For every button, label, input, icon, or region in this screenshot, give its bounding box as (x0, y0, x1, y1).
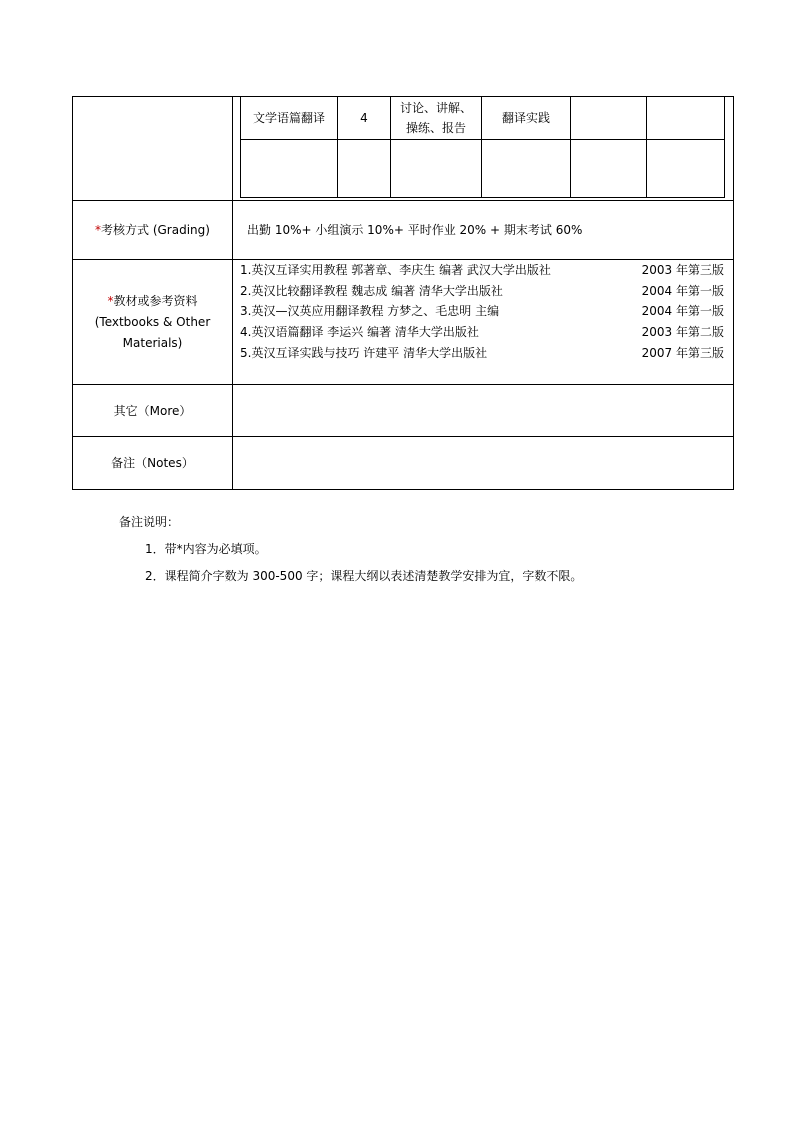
notes-value (233, 437, 733, 489)
textbooks-label-en: (Textbooks & Other Materials) (94, 314, 211, 350)
textbook-item (240, 343, 724, 364)
grading-label-text: 考核方式 (Grading) (101, 223, 210, 237)
required-mark: * (107, 293, 114, 308)
more-label: 其它（More） (113, 403, 192, 418)
remark-item: 1．带*内容为必填项。 (145, 542, 267, 556)
textbook-edition: 2004 年第一版 (641, 304, 724, 318)
textbook-edition: 2003 年第二版 (641, 325, 724, 339)
notes-label: 备注（Notes） (111, 456, 194, 470)
inner-column-divider (724, 96, 725, 198)
inner-row-divider (240, 197, 725, 198)
grading-value: 出勤 10%+ 小组演示 10%+ 平时作业 20% + 期末考试 60% (247, 223, 583, 237)
textbook-title: 2.英汉比较翻译教程 魏志成 编著 清华大学出版社 (240, 284, 503, 298)
schedule-method: 讨论、讲解、操练、报告 (399, 101, 472, 135)
remark-item: 2．课程简介字数为 300-500 字；课程大纲以表述清楚教学安排为宜，字数不限。 (145, 569, 583, 583)
textbook-item (240, 260, 724, 281)
textbook-title: 1.英汉互译实用教程 郭著章、李庆生 编著 武汉大学出版社 (240, 263, 551, 277)
schedule-topic: 文学语篇翻译 (252, 111, 325, 125)
more-value (233, 385, 733, 436)
schedule-practice: 翻译实践 (501, 111, 550, 125)
textbook-item (240, 281, 724, 302)
textbooks-label (73, 260, 232, 384)
textbook-edition: 2003 年第三版 (641, 263, 724, 277)
remarks-heading: 备注说明： (119, 515, 180, 529)
textbook-title: 4.英汉语篇翻译 李运兴 编著 清华大学出版社 (240, 325, 479, 339)
required-mark: * (95, 223, 102, 237)
textbook-item (240, 322, 724, 343)
inner-column-divider (646, 96, 647, 198)
textbook-item (240, 301, 724, 322)
textbook-edition: 2004 年第一版 (641, 284, 724, 298)
textbooks-label-cn: 教材或参考资料 (113, 293, 198, 308)
grading-label (73, 201, 232, 259)
textbook-title: 5.英汉互译实践与技巧 许建平 清华大学出版社 (240, 346, 488, 360)
schedule-hours: 4 (360, 111, 368, 125)
textbook-title: 3.英汉—汉英应用翻译教程 方梦之、毛忠明 主编 (240, 304, 500, 318)
textbook-edition: 2007 年第三版 (641, 346, 724, 360)
inner-column-divider (570, 96, 571, 198)
table-border-right (733, 96, 734, 490)
inner-row-divider (240, 139, 725, 140)
table-border-bottom (72, 489, 734, 490)
